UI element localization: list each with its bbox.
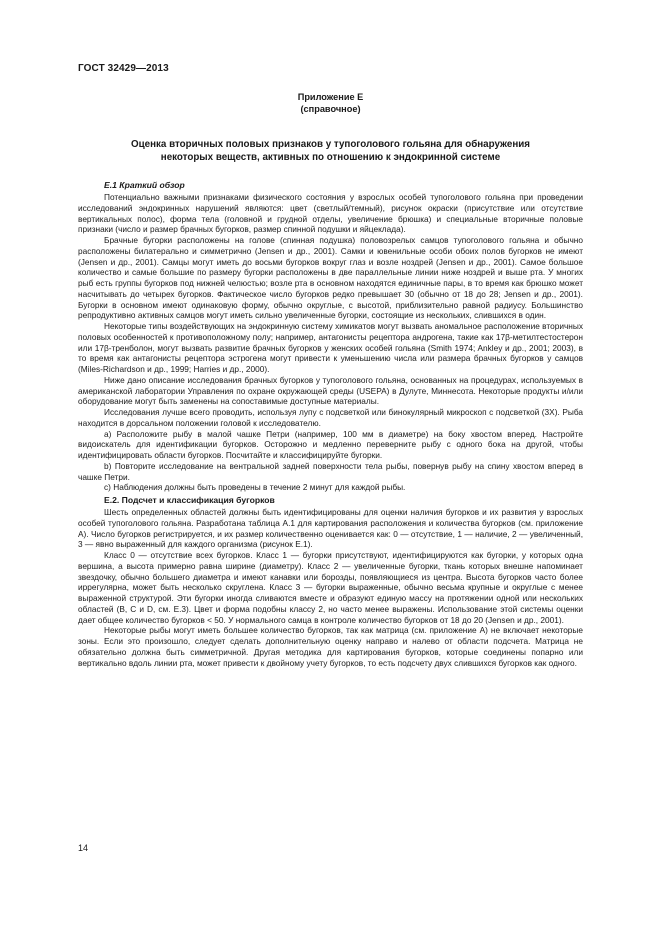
title-line-2: некоторых веществ, активных по отношению к эндокринной системе [160, 151, 501, 163]
document-body [78, 178, 583, 668]
paragraph: Некоторые типы воздействующих на эндокринную систему химикатов могут вызвать аномальное расположение вторичных половых особенностей к противоположному полу; например, антагонисты рецептора андрогена, такие как 17β-метилтестостерон или 17β-тренболон, могут вызвать развитие брачных бугорков у женских особей гольяна (Smith 1974; Ankley и др., 2001; 2003), в то время как антагонисты рецептора эстрогена могут привести к уменьшению числа или размера брачных бугорков у самцов (Miles-Richardson и др., 1999; Harries и др., 2000). [78, 321, 583, 374]
section-heading-e2: Е.2. Подсчет и классификация бугорков [104, 495, 275, 505]
annex-title: Приложение Е [297, 92, 364, 102]
paragraph: Класс 0 — отсутствие всех бугорков. Класс 1 — бугорки присутствуют, идентифицируются как бугорки, у которых одна вершина, а высота примерно равна ширине (диаметру). Класс 2 — увеличенные бугорки, ткань которых внешне напоминает звездочку, обычно большего диаметра и имеют канавки или борозды, появляющиеся из центра. Высота бугорков часто более иррегулярна, может быть несколько скруглена. Класс 3 — бугорки выраженные, обычно весьма крупные и округлые с менее выраженной структурой. Эти бугорки иногда сливаются вместе и образуют единую массу на протяжении одной или нескольких областей (В, С и D, см. Е.3). Цвет и форма подобны классу 2, но часто менее выражены. Использование этой системы оценки дает общее количество бугорков < 50. У нормального самца в контроле количество бугорков от 18 до 20 (Jensen и др., 2001). [78, 550, 583, 625]
paragraph: Ниже дано описание исследования брачных бугорков у тупоголового гольяна, основанных на процедурах, используемых в американской лаборатории Управления по охране окружающей среды (USEPA) в Дулуте, Миннесота. Некоторые продукты и/или оборудование могут быть заменены на сопоставимые доступные материалы. [78, 374, 583, 407]
paragraph: Некоторые рыбы могут иметь большее количество бугорков, так как матрица (см. приложение А) не включает некоторые зоны. Если это произошло, следует сделать дополнительную оценку направо и налево от области подсчета. Матрица не обязательно должна быть симметричной. Другая методика для картирования бугорков, которые соединены попарно или вертикально вдоль линии рта, может привести к двойному учету бугорков, то есть подсчету двух слившихся бугорков как одного. [78, 625, 583, 668]
list-item-b: b) Повторите исследование на вентральной задней поверхности тела рыбы, повернув рыбу на спину хвостом вперед в чашке Петри. [78, 460, 583, 482]
page-number: 14 [78, 843, 89, 853]
annex-type: (справочное) [300, 104, 361, 114]
section-heading-e1: Е.1 Краткий обзор [104, 180, 185, 190]
annex-heading [78, 91, 583, 115]
paragraph: Брачные бугорки расположены на голове (спинная подушка) половозрелых самцов тупоголового гольяна и обычно расположены билатерально и симметрично (Jensen и др., 2001). Самки и ювенильные особи обоих полов бугорков не имеют (Jensen и др., 2001). Самцы могут иметь до восьми бугорков вокруг глаз и возле ноздрей (Jensen и др., 2001). Самое большое количество и самые большие по размеру бугорки расположены в две параллельные линии ниже ноздрей и выше рта. У многих рыб есть группы бугорков под нижней челюстью; возле рта в основном находятся единичные пары, в то время как брюшко может насчитывать до четырех бугорков. Фактическое число бугорков редко превышает 30 (обычно от 18 до 28; Jensen и др., 2001). Бугорки в основном имеют одинаковую форму, обычно округлые, с высотой, приблизительно равной радиусу. Большинство репродуктивно активных самцов могут иметь сильно увеличенные бугорки, состоящие из нескольких, слившихся в один. [78, 235, 583, 321]
standard-number: ГОСТ 32429—2013 [78, 63, 169, 74]
document-title [88, 139, 573, 164]
title-line-1: Оценка вторичных половых признаков у тупоголового гольяна для обнаружения [131, 139, 530, 150]
paragraph: Исследования лучше всего проводить, используя лупу с подсветкой или бинокулярный микроскоп с подсветкой (3Х). Рыба находится в дорсальном положении головой к исследователю. [78, 407, 583, 428]
list-item-a: a) Расположите рыбу в малой чашке Петри (например, 100 мм в диаметре) на боку хвостом вперед. Настройте видоискатель для идентификации бугорков. Осторожно и медленно переверните рыбу с одного бока на другой, чтобы идентифицировать области бугорков. Посчитайте и классифицируйте бугорки. [78, 428, 583, 460]
list-item-c: c) Наблюдения должны быть проведены в течение 2 минут для каждой рыбы. [104, 482, 406, 493]
paragraph: Потенциально важными признаками физического состояния у взрослых особей тупоголового гольяна при проведении исследований эндокринных нарушений являются: цвет (светлый/темный), рисунок окраски (присутствие или отсутствие вертикальных полос), форма тела (головной и грудной отделы, увеличение брюшка) и специальные вторичные половые признаки (число и размер брачных бугорков, размер спинной подушки и яйцеклада). [78, 192, 583, 235]
paragraph: Шесть определенных областей должны быть идентифицированы для оценки наличия бугорков и их развития у взрослых особей тупоголового гольяна. Разработана таблица А.1 для картирования расположения и количества бугорков (см. приложение А). Число бугорков регистрируется, и их размер количественно оценивается как: 0 — отсутствие, 1 — наличие, 2 — увеличенный, 3 — явно выраженный для каждого организма (рисунок Е.1). [78, 507, 583, 550]
